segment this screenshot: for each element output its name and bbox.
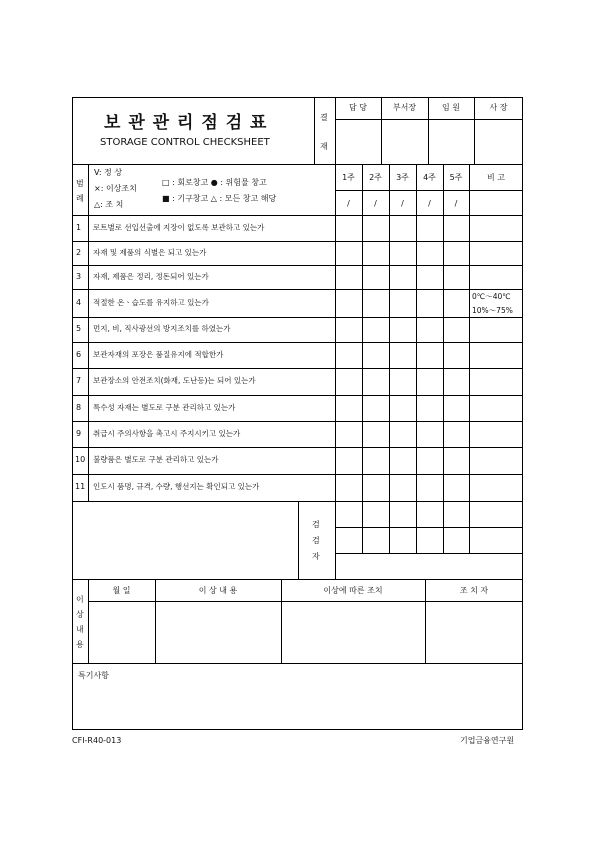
anomaly-side-1: 이 [76,595,84,604]
anomaly-content-field[interactable] [156,602,280,662]
anomaly-side-2: 상 [76,610,84,619]
anomaly-header-person: 조 치 자 [459,586,489,595]
item-number: 1 [76,223,82,232]
legend-label-bottom: 례 [76,194,84,203]
legend-label-top: 범 [76,179,84,188]
item-text: 특수성 자재는 별도로 구분 관리하고 있는가 [93,403,236,412]
checklist-row [72,215,335,241]
sign-box-president[interactable] [475,120,522,163]
item-text: 인도시 품명, 규격, 수량, 행선지는 확인되고 있는가 [93,482,260,491]
item-number: 6 [76,350,82,359]
week-2-date[interactable]: / [374,199,377,208]
item-number: 11 [75,482,86,491]
title-korean: 보 관 관 리 점 검 표 [104,113,268,133]
remarks-header: 비 고 [487,173,505,182]
inspector-label-1: 검 [312,520,320,529]
checklist-row [72,395,335,421]
week-5-date[interactable]: / [454,199,458,208]
checklist-row [72,342,335,368]
item-text: 취급시 주의사항을 촉고시 주지시키고 있는가 [93,429,241,438]
item-number: 8 [76,403,82,412]
anomaly-side-4: 용 [76,640,84,649]
item-number: 7 [76,376,82,385]
item-number: 4 [76,298,82,307]
item-number: 2 [76,248,82,257]
approval-col-president: 사 장 [489,103,508,112]
inspector-sign-area[interactable] [336,502,522,578]
item-text: 먼지, 비, 직사광선의 방지조치를 하였는가 [93,324,231,333]
sign-box-manager[interactable] [336,120,380,163]
checklist-row [72,289,335,317]
item-number: 10 [75,455,86,464]
form-code: CFI-R40-013 [72,736,122,745]
checklist-row [72,447,335,474]
anomaly-header-content: 이 상 내 용 [198,586,238,595]
legend-storage-1: □ : 회로창고 ● : 위험물 창고 [162,178,267,187]
anomaly-date-field[interactable] [89,602,154,662]
item-text: 자재, 제품은 정리, 정돈되어 있는가 [93,272,209,281]
anomaly-side-3: 내 [76,625,84,634]
sign-box-executive[interactable] [429,120,473,163]
legend-action: △: 조 치 [94,200,124,209]
item-text: 로트별로 선입선출에 지장이 없도록 보관하고 있는가 [93,223,265,232]
item-text: 자재 및 제품의 식별은 되고 있는가 [93,248,207,257]
title-english: STORAGE CONTROL CHECKSHEET [100,137,270,148]
item-text: 적절한 온ㆍ습도를 유지하고 있는가 [93,298,209,307]
checklist-row [72,265,335,289]
inspector-label-3: 자 [312,552,320,561]
checklist-row [72,368,335,395]
approval-col-manager: 담 당 [349,103,367,112]
checklist-row [72,421,335,447]
organization-name: 기업금융연구원 [460,736,515,745]
approval-label-top: 결 [320,113,328,122]
legend-normal: V: 정 상 [94,168,123,177]
remark-temperature: 0℃～40℃ [472,292,511,301]
notes-label: 특기사항 [78,671,109,680]
approval-label-bottom: 재 [320,142,328,151]
anomaly-action-field[interactable] [282,602,424,662]
notes-field[interactable] [73,685,522,729]
item-number: 3 [76,272,82,281]
approval-col-executive: 임 원 [442,103,460,112]
legend-abnormal: ×: 이상조치 [94,184,137,193]
week-1-date[interactable]: / [347,199,350,208]
anomaly-header-action: 이상에 따른 조치 [323,586,383,595]
approval-col-dept-head: 부서장 [392,103,417,112]
legend-storage-2: ■ : 기구창고 △ : 모든 창고 해당 [162,194,277,203]
item-number: 5 [76,324,82,333]
item-text: 불량품은 별도로 구분 관리하고 있는가 [93,455,219,464]
week-4-date[interactable]: / [428,199,431,208]
item-number: 9 [76,429,82,438]
week-4-header: 4주 [423,173,436,182]
inspector-label-2: 검 [312,536,320,545]
week-1-header: 1주 [342,173,355,182]
checklist-row [72,317,335,342]
week-3-header: 3주 [396,173,409,182]
checklist-row [72,474,335,501]
anomaly-header-date: 월 일 [112,586,131,595]
week-2-header: 2주 [369,173,382,182]
checklist-row [72,241,335,265]
remark-humidity: 10%～75% [472,306,513,315]
week-5-header: 5주 [449,173,463,182]
header-divider [314,97,315,164]
sign-box-dept-head[interactable] [382,120,427,163]
item-text: 보관자재의 포장은 품질유지에 적합한가 [93,350,224,359]
anomaly-person-field[interactable] [426,602,522,662]
week-3-date[interactable]: / [401,199,404,208]
item-text: 보관장소의 안전조치(화재, 도난등)는 되어 있는가 [93,376,256,385]
